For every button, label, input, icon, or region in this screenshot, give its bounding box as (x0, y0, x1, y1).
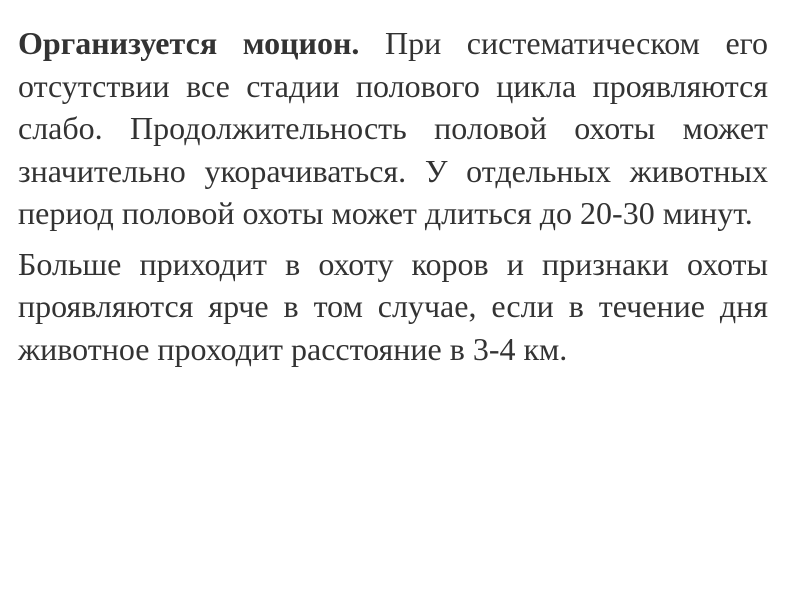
paragraph-lead-bold: Организуется моцион. (18, 25, 360, 61)
paragraph-body-text: Больше приходит в охоту коров и признаки охоты проявляются ярче в том случае, если в течение дня животное проходит расстояние в 3-4 км. (18, 245, 768, 367)
document-page (18, 22, 768, 370)
paragraph-body-text: При систематическом его отсутствии все стадии полового цикла проявляются слабо. Продолжительность половой охоты может значительно укорачиваться. У отдельных животных период половой охоты может длиться до 20-30 минут. (18, 25, 769, 231)
paragraph-heat-intensity (18, 243, 768, 371)
paragraph-motion (18, 22, 768, 235)
